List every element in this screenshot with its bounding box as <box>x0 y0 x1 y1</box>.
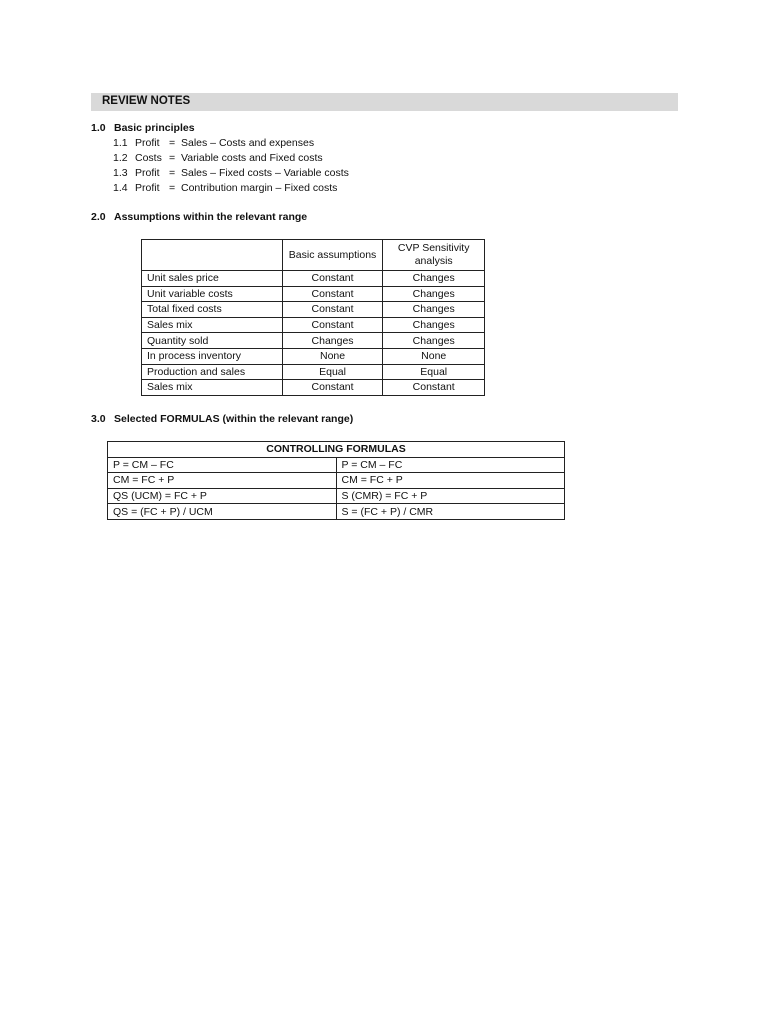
item-rhs: Variable costs and Fixed costs <box>181 152 323 164</box>
section-2-heading <box>91 211 307 223</box>
banner-title: REVIEW NOTES <box>102 95 191 107</box>
header-cell: Basic assumptions <box>282 240 383 271</box>
cell: Changes <box>383 286 485 302</box>
formula-cell: S = (FC + P) / CMR <box>336 504 564 520</box>
item-number: 1.1 <box>113 137 128 149</box>
item-lhs: Costs <box>135 152 162 164</box>
principle-item: 1.3 Profit = Sales – Fixed costs – Variable costs <box>113 167 349 179</box>
item-rhs: Sales – Costs and expenses <box>181 137 315 149</box>
row-label: Unit sales price <box>142 271 283 287</box>
principle-item: 1.4 Profit = Contribution margin – Fixed costs <box>113 182 338 194</box>
formula-cell: CM = FC + P <box>336 473 564 489</box>
cell: None <box>383 348 485 364</box>
section-title: Basic principles <box>114 122 195 134</box>
formulas-table <box>107 441 565 520</box>
row-label: Quantity sold <box>142 333 283 349</box>
item-rhs: Sales – Fixed costs – Variable costs <box>181 167 349 179</box>
item-number: 1.4 <box>113 182 128 194</box>
assumptions-table <box>141 239 485 396</box>
section-1-heading <box>91 122 195 134</box>
principle-item: 1.2 Costs = Variable costs and Fixed costs <box>113 152 323 164</box>
formula-cell: QS = (FC + P) / UCM <box>108 504 337 520</box>
cell: Changes <box>383 271 485 287</box>
row-label: Total fixed costs <box>142 302 283 318</box>
table-title-row <box>108 442 565 458</box>
section-number: 1.0 <box>91 122 106 134</box>
formula-cell: S (CMR) = FC + P <box>336 488 564 504</box>
cell: None <box>282 348 383 364</box>
cell: Equal <box>282 364 383 380</box>
table-row <box>108 504 565 520</box>
table-row <box>142 302 485 318</box>
cell: Changes <box>282 333 383 349</box>
cell: Constant <box>282 380 383 396</box>
review-notes-banner <box>91 93 678 111</box>
table-row <box>108 488 565 504</box>
row-label: Production and sales <box>142 364 283 380</box>
item-number: 1.3 <box>113 167 128 179</box>
row-label: Sales mix <box>142 380 283 396</box>
table-header-row <box>142 240 485 271</box>
table-row <box>142 364 485 380</box>
table-row <box>142 333 485 349</box>
formula-cell: P = CM – FC <box>108 457 337 473</box>
item-lhs: Profit <box>135 182 160 194</box>
cell: Equal <box>383 364 485 380</box>
cell: Constant <box>282 302 383 318</box>
section-title: Selected FORMULAS (within the relevant range) <box>114 413 354 425</box>
item-rhs: Contribution margin – Fixed costs <box>181 182 338 194</box>
table-row <box>108 473 565 489</box>
header-cell <box>142 240 283 271</box>
row-label: In process inventory <box>142 348 283 364</box>
section-title: Assumptions within the relevant range <box>114 211 308 223</box>
header-cell: CVP Sensitivity analysis <box>383 240 485 271</box>
section-number: 3.0 <box>91 413 106 425</box>
table-title: CONTROLLING FORMULAS <box>108 442 565 458</box>
section-3-heading <box>91 413 353 425</box>
formula-cell: P = CM – FC <box>336 457 564 473</box>
cell: Changes <box>383 333 485 349</box>
item-number: 1.2 <box>113 152 128 164</box>
cell: Constant <box>282 286 383 302</box>
item-lhs: Profit <box>135 137 160 149</box>
table-row <box>142 286 485 302</box>
item-lhs: Profit <box>135 167 160 179</box>
cell: Constant <box>383 380 485 396</box>
table-row <box>142 380 485 396</box>
section-number: 2.0 <box>91 211 106 223</box>
table-row <box>142 271 485 287</box>
principle-item: 1.1 Profit = Sales – Costs and expenses <box>113 137 315 149</box>
table-row <box>142 348 485 364</box>
formula-cell: CM = FC + P <box>108 473 337 489</box>
formula-cell: QS (UCM) = FC + P <box>108 488 337 504</box>
table-row <box>108 457 565 473</box>
cell: Constant <box>282 271 383 287</box>
cell: Changes <box>383 317 485 333</box>
row-label: Unit variable costs <box>142 286 283 302</box>
table-row <box>142 317 485 333</box>
cell: Constant <box>282 317 383 333</box>
row-label: Sales mix <box>142 317 283 333</box>
cell: Changes <box>383 302 485 318</box>
